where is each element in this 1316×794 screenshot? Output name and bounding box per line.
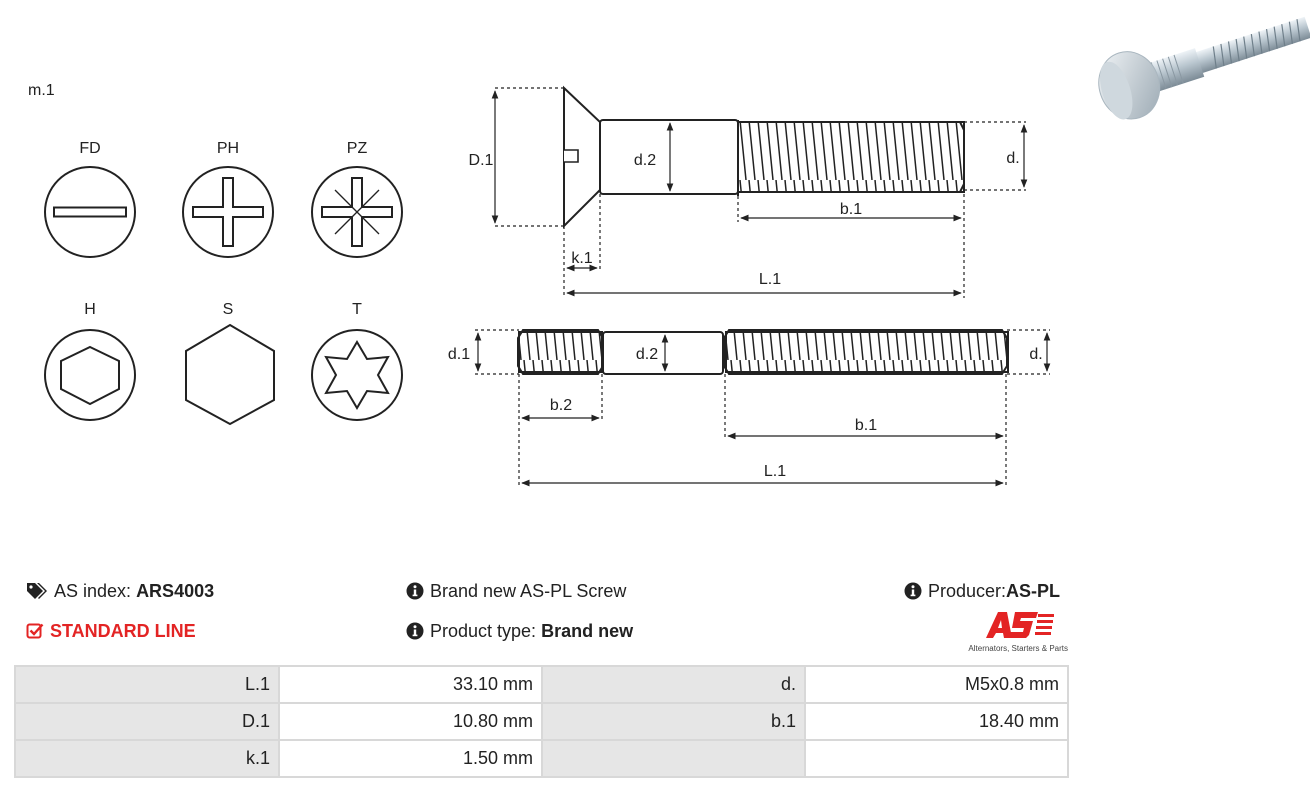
as-index-label: AS index: [54, 581, 132, 601]
torx-head-icon [312, 330, 402, 420]
producer-value: AS-PL [1006, 581, 1061, 601]
param-name: b.1 [542, 703, 805, 740]
hex-socket-head-icon [45, 330, 135, 420]
param-value: 18.40 mm [805, 703, 1068, 740]
dim-label-L1: L.1 [758, 271, 782, 288]
head-label-t: T [352, 301, 362, 318]
standard-line-text: STANDARD LINE [50, 621, 196, 641]
head-label-fd: FD [79, 140, 101, 157]
product-photo[interactable] [1088, 4, 1310, 120]
stud-screw-drawing [518, 330, 1008, 374]
product-type-value: Brand new [541, 621, 634, 641]
info-icon [904, 582, 922, 600]
as-pl-logo [960, 608, 1070, 654]
logo-tagline: Alternators, Starters & Parts [968, 644, 1068, 653]
dim-label-d: d. [1006, 150, 1020, 167]
dim-label-b2: b.2 [549, 397, 573, 414]
tags-icon [26, 582, 48, 600]
producer [904, 580, 1060, 602]
slotted-head-icon [45, 167, 135, 257]
phillips-head-icon [183, 167, 273, 257]
param-name: k.1 [15, 740, 279, 777]
head-label-s: S [222, 301, 234, 318]
param-name: D.1 [15, 703, 279, 740]
info-icon [406, 582, 424, 600]
check-square-icon [26, 622, 44, 640]
model-label: m.1 [28, 82, 55, 99]
param-value: 1.50 mm [279, 740, 542, 777]
dim-label-k1: k.1 [571, 250, 593, 267]
param-value: M5x0.8 mm [805, 666, 1068, 703]
table-row [15, 666, 1068, 703]
head-label-pz: PZ [346, 140, 368, 157]
dim-label-d2: d.2 [633, 152, 657, 169]
dim-label-d-bottom: d. [1029, 346, 1043, 363]
head-label-h: H [84, 301, 96, 318]
as-index-value: ARS4003 [136, 581, 215, 601]
as-index [26, 580, 214, 602]
dim-label-d2-bottom: d.2 [635, 346, 659, 363]
dim-label-L1-bottom: L.1 [763, 463, 787, 480]
standard-line [26, 620, 196, 642]
description-text: Brand new AS-PL Screw [430, 581, 627, 601]
dim-label-b1-bottom: b.1 [854, 417, 878, 434]
parameters-table [14, 665, 1069, 778]
producer-label: Producer: [928, 581, 1007, 601]
param-value: 33.10 mm [279, 666, 542, 703]
dim-label-d1: d.1 [447, 346, 471, 363]
dim-label-D1: D.1 [468, 152, 494, 169]
dim-label-b1: b.1 [839, 201, 863, 218]
head-label-ph: PH [216, 140, 240, 157]
hex-head-icon [186, 325, 274, 424]
pozidriv-head-icon [312, 167, 402, 257]
table-row [15, 740, 1068, 777]
param-value: 10.80 mm [279, 703, 542, 740]
param-name [542, 740, 805, 777]
param-name: L.1 [15, 666, 279, 703]
product-type [406, 620, 633, 642]
description [406, 580, 626, 602]
product-type-label: Product type: [430, 621, 537, 641]
param-name: d. [542, 666, 805, 703]
countersunk-screw-drawing [564, 88, 964, 226]
info-icon [406, 622, 424, 640]
param-value [805, 740, 1068, 777]
table-row [15, 703, 1068, 740]
